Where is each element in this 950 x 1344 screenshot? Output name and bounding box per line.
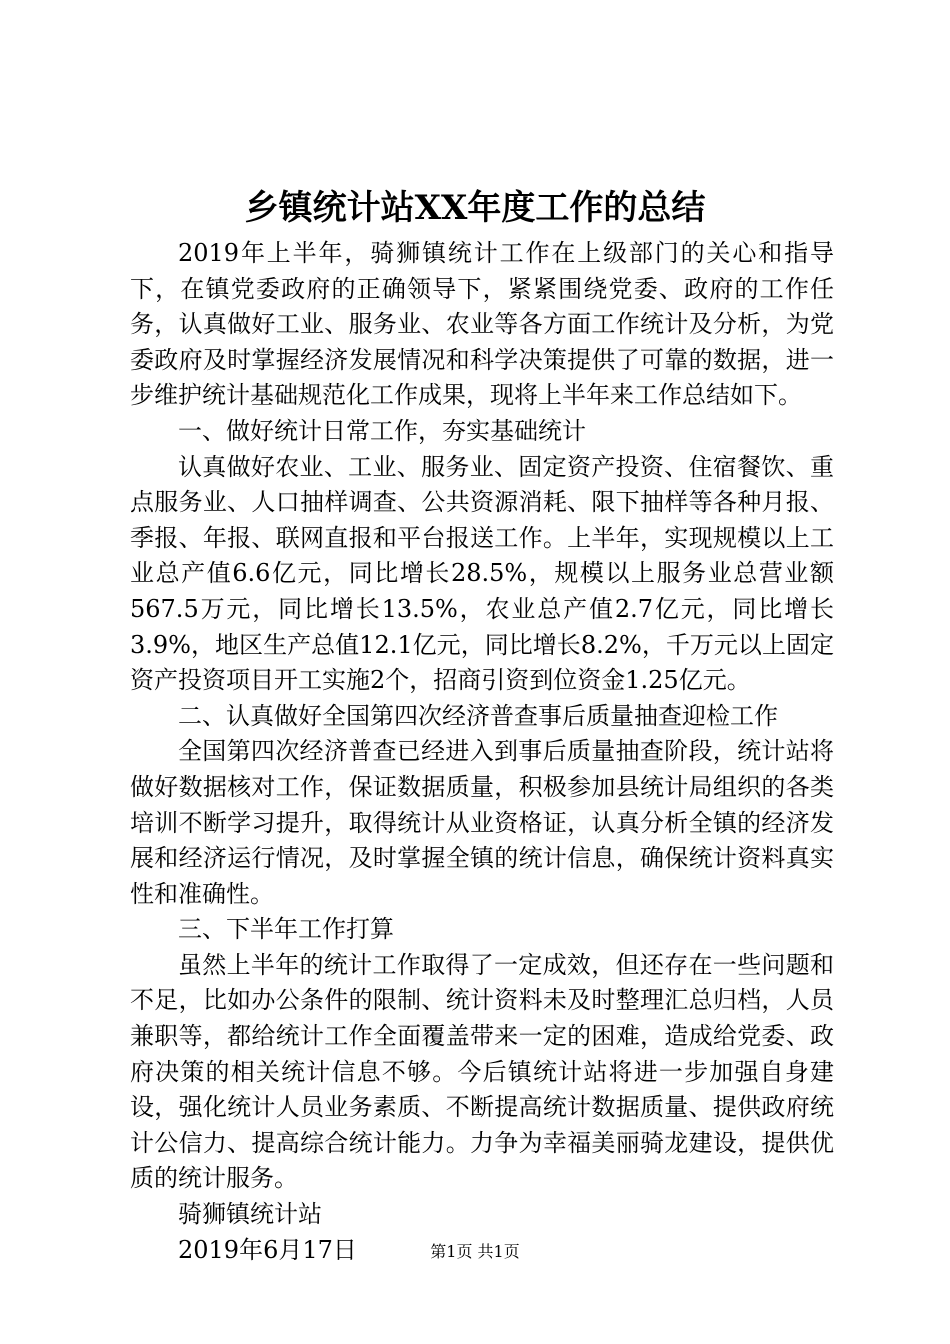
section-body-3: 虽然上半年的统计工作取得了一定成效，但还存在一些问题和不足，比如办公条件的限制、统计资料未及时整理汇总归档，人员兼职等，都给统计工作全面覆盖带来一定的困难，造成给党委、政府决策的相关统计信息不够。今后镇统计站将进一步加强自身建设，强化统计人员业务素质、不断提高统计数据质量、提供政府统计公信力、提高综合统计能力。力争为幸福美丽骑龙建设，提供优质的统计服务。 [130,950,834,1193]
document-title: 乡镇统计站XX年度工作的总结 [244,188,706,228]
signature-organization: 骑狮镇统计站 [178,1200,322,1229]
section-heading-1: 一、做好统计日常工作，夯实基础统计 [178,416,586,445]
section-body-1: 认真做好农业、工业、服务业、固定资产投资、住宿餐饮、重点服务业、人口抽样调查、公共资源消耗、限下抽样等各种月报、季报、年报、联网直报和平台报送工作。上半年，实现规模以上工业总产值6.6亿元，同比增长28.5%，规模以上服务业总营业额567.5万元，同比增长13.5%，农业总产值2.7亿元，同比增长3.9%，地区生产总值12.1亿元，同比增长8.2%，千万元以上固定资产投资项目开工实施2个，招商引资到位资金1.25亿元。 [130,452,834,695]
section-heading-2: 二、认真做好全国第四次经济普查事后质量抽查迎检工作 [178,701,778,730]
page-footer: 第1页 共1页 [430,1242,520,1261]
section-heading-3: 三、下半年工作打算 [178,915,394,944]
intro-paragraph: 2019年上半年，骑狮镇统计工作在上级部门的关心和指导下，在镇党委政府的正确领导下，紧紧围绕党委、政府的工作任务，认真做好工业、服务业、农业等各方面工作统计及分析，为党委政府及时掌握经济发展情况和科学决策提供了可靠的数据，进一步维护统计基础规范化工作成果，现将上半年来工作总结如下。 [130,239,834,410]
section-body-2: 全国第四次经济普查已经进入到事后质量抽查阶段，统计站将做好数据核对工作，保证数据质量，积极参加县统计局组织的各类培训不断学习提升，取得统计从业资格证，认真分析全镇的经济发展和经济运行情况，及时掌握全镇的统计信息，确保统计资料真实性和准确性。 [130,737,834,908]
document-body [130,236,834,1268]
signature-date: 2019年6月17日 [178,1235,357,1264]
